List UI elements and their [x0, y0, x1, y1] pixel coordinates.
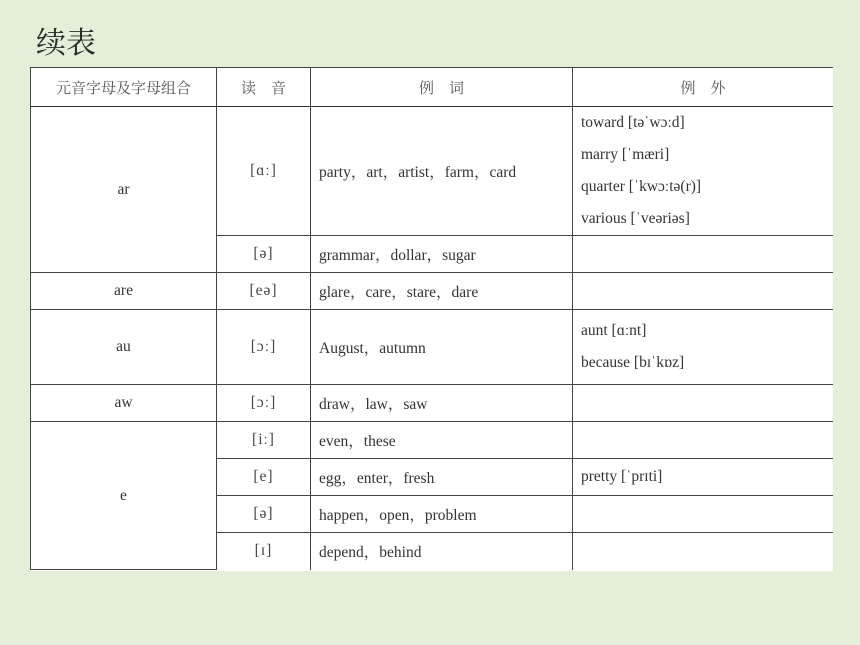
table-row [31, 310, 834, 385]
header-exceptions: 例 外 [573, 68, 834, 107]
examples-cell: party，art，artist，farm，card [311, 107, 573, 236]
phonetic-cell: [ɑː] [217, 107, 311, 236]
table-header-row [31, 68, 834, 107]
exception-item: marry [ˈmæri] [581, 146, 670, 163]
examples-cell: draw，law，saw [311, 385, 573, 422]
table-body [31, 107, 834, 570]
exception-item: toward [təˈwɔːd] [581, 114, 685, 131]
header-letters: 元音字母及字母组合 [31, 68, 217, 107]
exception-item: various [ˈveəriəs] [581, 210, 690, 227]
table-row [31, 385, 834, 422]
phonetic-cell: [iː] [217, 422, 311, 459]
examples-cell: egg，enter，fresh [311, 459, 573, 496]
exception-item: aunt [ɑːnt] [581, 322, 647, 339]
letter-group-cell: e [31, 422, 217, 570]
exceptions-cell [573, 385, 834, 422]
exceptions-cell [573, 107, 834, 236]
phonetic-cell: [ə] [217, 496, 311, 533]
examples-cell: even，these [311, 422, 573, 459]
letter-group-cell: aw [31, 385, 217, 422]
exceptions-cell [573, 533, 834, 570]
examples-cell: glare，care，stare，dare [311, 273, 573, 310]
exceptions-cell [573, 496, 834, 533]
phonics-table [30, 67, 833, 570]
phonetic-cell: [e] [217, 459, 311, 496]
phonetic-cell: [ɔː] [217, 310, 311, 385]
phonetic-cell: [ə] [217, 236, 311, 273]
examples-cell: depend，behind [311, 533, 573, 570]
header-examples: 例 词 [311, 68, 573, 107]
header-pronunciation: 读 音 [217, 68, 311, 107]
page-title: 续表 [36, 26, 96, 61]
table-row [31, 273, 834, 310]
examples-cell: August，autumn [311, 310, 573, 385]
phonics-table-container [30, 67, 833, 571]
exception-item: quarter [ˈkwɔːtə(r)] [581, 178, 702, 195]
examples-cell: happen，open，problem [311, 496, 573, 533]
exceptions-cell [573, 422, 834, 459]
exceptions-cell [573, 459, 834, 496]
letter-group-cell: are [31, 273, 217, 310]
letter-group-cell: au [31, 310, 217, 385]
letter-group-cell: ar [31, 107, 217, 273]
examples-cell: grammar，dollar，sugar [311, 236, 573, 273]
exceptions-cell [573, 310, 834, 385]
exceptions-cell [573, 236, 834, 273]
exception-item: pretty [ˈprɪti] [581, 468, 663, 485]
phonetic-cell: [eə] [217, 273, 311, 310]
table-row [31, 107, 834, 236]
phonetic-cell: [ɪ] [217, 533, 311, 570]
phonetic-cell: [ɔː] [217, 385, 311, 422]
exceptions-cell [573, 273, 834, 310]
exception-item: because [bɪˈkɒz] [581, 354, 685, 371]
table-row [31, 422, 834, 459]
